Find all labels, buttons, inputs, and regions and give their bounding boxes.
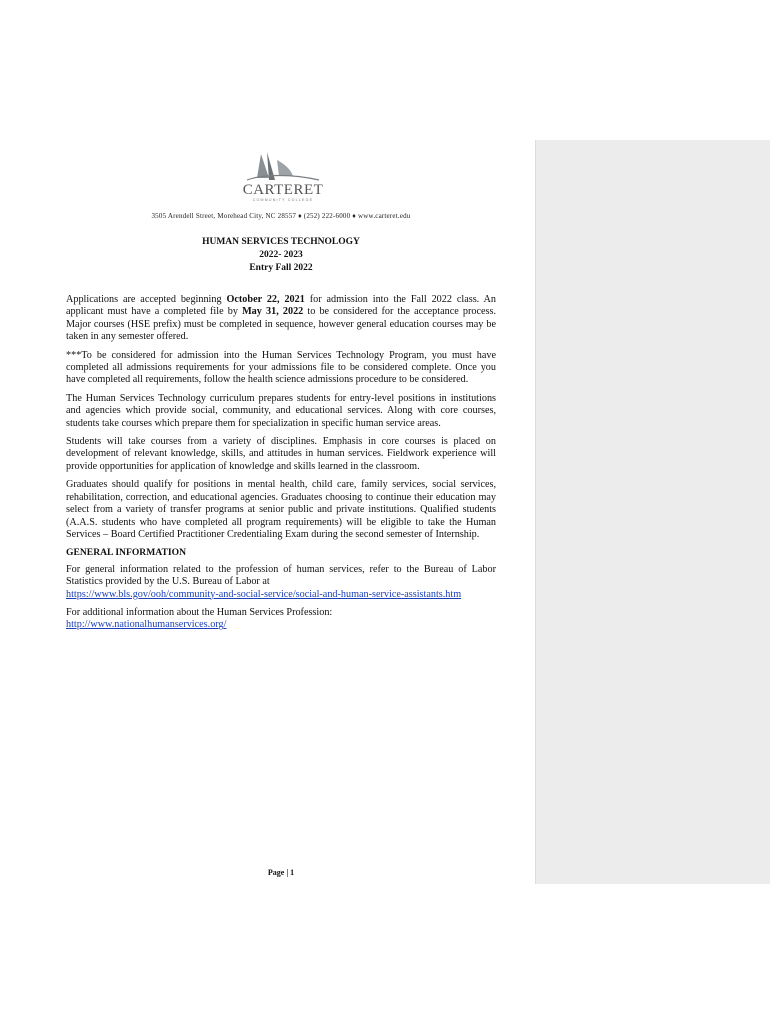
- document-body: [66, 294, 496, 638]
- paragraph-additional-info: [66, 607, 496, 632]
- program-year: 2022- 2023: [259, 250, 303, 260]
- paragraph-curriculum: The Human Services Technology curriculum prepares students for entry-level positions in institutions and agencies which provide social, community, and educational services. Along with core courses, students take courses which prepare them for specialization in specific human service areas.: [66, 392, 496, 429]
- deadline-date: May 31, 2022: [242, 306, 304, 318]
- text-run: for admission into the Fall 2022 class. An applicant must have a completed file by: [66, 294, 496, 318]
- paragraph-admission-requirements: ***To be considered for admission into the Human Services Technology Program, you must have completed all admissions requirements for your admissions file to be considered complete. Once you have completed all requirements, follow the health science admissions procedure to be considered.: [66, 349, 496, 386]
- program-title: HUMAN SERVICES TECHNOLOGY: [202, 237, 360, 247]
- contact-address: 3505 Arendell Street, Morehead City, NC 28557 ♦ (252) 222-6000 ♦ www.carteret.edu: [151, 212, 411, 220]
- carteret-sail-logo-icon: [233, 150, 333, 210]
- bls-link[interactable]: https://www.bls.gov/ooh/community-and-social-service/social-and-human-service-assistants.htm: [66, 588, 462, 600]
- text-run: For additional information about the Human Services Profession:: [66, 606, 333, 618]
- paragraph-graduates: Graduates should qualify for positions in mental health, child care, family services, social services, rehabilitation, correction, and educational agencies. Graduates choosing to continue their education may select from a variety of transfer programs at senior public and private institutions. Qualified students (A.A.S. students who have completed all program requirements) will be eligible to take the Human Services – Board Certified Practitioner Credentialing Exam during the second semester of Internship.: [66, 479, 496, 540]
- paragraph-courses: Students will take courses from a variety of disciplines. Emphasis in core courses is placed on development of relevant knowledge, skills, and attitudes in human services. Fieldwork experience will provide opportunities for application of knowledge and skills learned in the classroom.: [66, 436, 496, 472]
- nohs-link[interactable]: http://www.nationalhumanservices.org/: [66, 619, 227, 631]
- program-entry: Entry Fall 2022: [249, 263, 313, 273]
- paragraph-bls-info: [66, 564, 496, 601]
- comment-pane: [535, 140, 770, 884]
- paragraph-application-dates: [66, 294, 496, 344]
- text-run: Applications are accepted beginning: [66, 294, 227, 305]
- heading-general-information: GENERAL INFORMATION: [66, 547, 187, 559]
- logo-wordmark: CARTERET: [242, 182, 324, 198]
- logo-tagline: COMMUNITY COLLEGE: [252, 198, 314, 202]
- program-title-block: [66, 236, 496, 275]
- comment-pane-gap: [535, 884, 770, 1024]
- text-run: to be considered for the acceptance process. Major courses (HSE prefix) must be completed in sequence, however general education courses may be taken in any semester offered.: [66, 306, 496, 343]
- text-run: For general information related to the profession of human services, refer to the Bureau of Labor Statistics provided by the U.S. Bureau of Labor at: [66, 563, 496, 588]
- open-date: October 22, 2021: [226, 294, 305, 305]
- page-number: Page | 1: [267, 868, 295, 877]
